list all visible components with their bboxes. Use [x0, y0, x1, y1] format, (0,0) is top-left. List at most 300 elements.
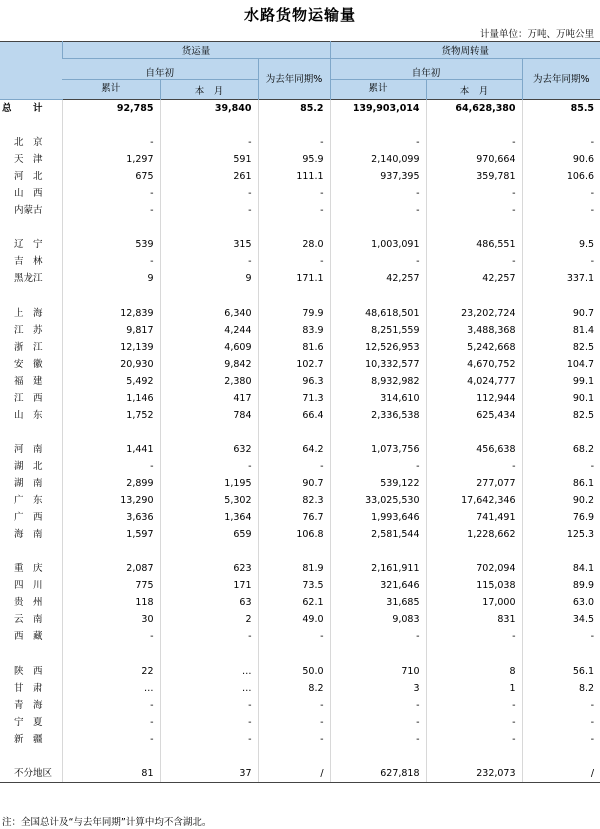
value-cell: -	[522, 134, 600, 151]
value-cell: -	[330, 731, 426, 748]
value-cell: 12,839	[62, 305, 160, 322]
value-cell: 111.1	[258, 168, 330, 185]
value-cell	[258, 543, 330, 560]
value-cell: -	[160, 202, 258, 219]
value-cell	[258, 219, 330, 236]
value-cell: 64,628,380	[426, 100, 522, 118]
value-cell: 2,087	[62, 560, 160, 577]
value-cell: -	[160, 697, 258, 714]
value-cell: 85.2	[258, 100, 330, 118]
table-row	[0, 492, 600, 509]
value-cell	[522, 543, 600, 560]
value-cell: -	[330, 628, 426, 645]
value-cell: 6,340	[160, 305, 258, 322]
value-cell: 775	[62, 577, 160, 594]
freight-table	[0, 41, 600, 783]
value-cell: 17,642,346	[426, 492, 522, 509]
value-cell	[62, 288, 160, 305]
value-cell: -	[330, 185, 426, 202]
table-row	[0, 475, 600, 492]
value-cell: -	[258, 185, 330, 202]
value-cell	[426, 646, 522, 663]
value-cell: -	[330, 714, 426, 731]
spacer-row	[0, 543, 600, 560]
table-row	[0, 322, 600, 339]
table-row	[0, 202, 600, 219]
value-cell: 1,195	[160, 475, 258, 492]
region-cell: 吉 林	[14, 256, 43, 268]
value-cell: 784	[160, 407, 258, 424]
value-cell: -	[522, 253, 600, 270]
value-cell	[62, 117, 160, 134]
value-cell: 8,932,982	[330, 373, 426, 390]
value-cell: -	[426, 134, 522, 151]
region-cell: 四 川	[14, 580, 43, 592]
region-cell	[0, 117, 62, 134]
table-row	[0, 253, 600, 270]
spacer-row	[0, 424, 600, 441]
value-cell: 79.9	[258, 305, 330, 322]
region-cell: 江 西	[14, 392, 43, 404]
value-cell: 90.7	[258, 475, 330, 492]
region-cell: 北 京	[14, 137, 43, 149]
region-cell: 辽 宁	[14, 239, 43, 251]
value-cell: -	[160, 185, 258, 202]
value-cell: 1,003,091	[330, 236, 426, 253]
value-cell: -	[160, 731, 258, 748]
value-cell	[330, 543, 426, 560]
value-cell: 1,073,756	[330, 441, 426, 458]
value-cell	[160, 219, 258, 236]
value-cell: 64.2	[258, 441, 330, 458]
header-turnover-cumulative: 累计	[330, 80, 426, 100]
value-cell: -	[522, 458, 600, 475]
region-cell: 广 东	[14, 495, 43, 507]
value-cell: -	[426, 714, 522, 731]
spacer-row	[0, 646, 600, 663]
table-row	[0, 509, 600, 526]
value-cell: -	[258, 628, 330, 645]
region-cell: 甘 肃	[14, 682, 43, 694]
value-cell: 591	[160, 151, 258, 168]
value-cell: 702,094	[426, 560, 522, 577]
value-cell: 3	[330, 680, 426, 697]
region-cell: 不分地区	[0, 765, 62, 783]
value-cell: 539,122	[330, 475, 426, 492]
value-cell: 81.9	[258, 560, 330, 577]
value-cell: 30	[62, 611, 160, 628]
region-cell	[0, 748, 62, 765]
value-cell	[426, 543, 522, 560]
region-cell	[0, 219, 62, 236]
value-cell: 315	[160, 236, 258, 253]
value-cell: 49.0	[258, 611, 330, 628]
value-cell: -	[62, 458, 160, 475]
region-cell: 新 疆	[14, 733, 43, 745]
value-cell: 10,332,577	[330, 356, 426, 373]
value-cell: 106.8	[258, 526, 330, 543]
table-row	[0, 356, 600, 373]
value-cell: 2,140,099	[330, 151, 426, 168]
page-title: 水路货物运输量	[243, 6, 356, 24]
value-cell: 20,930	[62, 356, 160, 373]
value-cell	[258, 748, 330, 765]
value-cell	[330, 646, 426, 663]
value-cell: 1,297	[62, 151, 160, 168]
spacer-row	[0, 117, 600, 134]
value-cell	[522, 748, 600, 765]
value-cell: 90.1	[522, 390, 600, 407]
value-cell: -	[522, 714, 600, 731]
region-cell	[0, 543, 62, 560]
value-cell	[62, 543, 160, 560]
value-cell	[258, 117, 330, 134]
value-cell	[522, 288, 600, 305]
value-cell: -	[522, 202, 600, 219]
value-cell: -	[258, 714, 330, 731]
value-cell: 9,083	[330, 611, 426, 628]
value-cell: 539	[62, 236, 160, 253]
value-cell: /	[258, 765, 330, 783]
value-cell: 1,597	[62, 526, 160, 543]
table-row	[0, 628, 600, 645]
value-cell	[426, 288, 522, 305]
value-cell: 92,785	[62, 100, 160, 118]
value-cell: -	[258, 134, 330, 151]
value-cell: 623	[160, 560, 258, 577]
value-cell: 321,646	[330, 577, 426, 594]
region-cell: 宁 夏	[14, 716, 43, 728]
value-cell: 4,670,752	[426, 356, 522, 373]
unit-label: 计量单位：万吨、万吨公里	[479, 29, 594, 40]
value-cell: -	[426, 731, 522, 748]
header-volume-yoy: 为去年同期%	[258, 59, 330, 100]
value-cell: -	[160, 134, 258, 151]
value-cell: 90.2	[522, 492, 600, 509]
value-cell	[330, 219, 426, 236]
value-cell	[160, 117, 258, 134]
value-cell: 81.6	[258, 339, 330, 356]
header-volume-cumulative: 累计	[62, 80, 160, 100]
value-cell	[258, 288, 330, 305]
value-cell: 627,818	[330, 765, 426, 783]
value-cell: /	[522, 765, 600, 783]
table-row	[0, 185, 600, 202]
value-cell: -	[258, 697, 330, 714]
value-cell	[258, 646, 330, 663]
value-cell: 42,257	[426, 270, 522, 287]
value-cell: -	[160, 458, 258, 475]
table-row	[0, 100, 600, 118]
value-cell: 104.7	[522, 356, 600, 373]
value-cell: -	[160, 253, 258, 270]
value-cell: -	[330, 253, 426, 270]
value-cell	[160, 424, 258, 441]
value-cell: -	[522, 697, 600, 714]
value-cell: 34.5	[522, 611, 600, 628]
header-freight-turnover: 货物周转量	[330, 42, 600, 59]
region-cell	[0, 424, 62, 441]
value-cell: 95.9	[258, 151, 330, 168]
value-cell: 2,336,538	[330, 407, 426, 424]
value-cell: -	[330, 458, 426, 475]
value-cell: 3,636	[62, 509, 160, 526]
table-row	[0, 697, 600, 714]
region-cell: 青 海	[14, 699, 43, 711]
value-cell: -	[62, 628, 160, 645]
table-row	[0, 714, 600, 731]
table-row	[0, 526, 600, 543]
region-cell: 广 西	[14, 512, 43, 524]
value-cell: 2,581,544	[330, 526, 426, 543]
value-cell: -	[62, 253, 160, 270]
value-cell	[426, 748, 522, 765]
table-row	[0, 168, 600, 185]
value-cell: 8.2	[258, 680, 330, 697]
value-cell: 741,491	[426, 509, 522, 526]
value-cell: 1,441	[62, 441, 160, 458]
value-cell: -	[426, 458, 522, 475]
value-cell: 81.4	[522, 322, 600, 339]
value-cell: -	[330, 697, 426, 714]
value-cell: 23,202,724	[426, 305, 522, 322]
value-cell: 277,077	[426, 475, 522, 492]
value-cell: 2,380	[160, 373, 258, 390]
table-row	[0, 407, 600, 424]
header-turnover-month: 本 月	[426, 80, 522, 100]
value-cell: 4,609	[160, 339, 258, 356]
region-cell: 山 西	[14, 188, 43, 200]
value-cell: 13,290	[62, 492, 160, 509]
value-cell: 102.7	[258, 356, 330, 373]
region-cell: 海 南	[14, 529, 43, 541]
value-cell: 12,139	[62, 339, 160, 356]
spacer-row	[0, 288, 600, 305]
value-cell	[426, 219, 522, 236]
value-cell: 81	[62, 765, 160, 783]
region-header	[0, 42, 62, 100]
value-cell: 2,899	[62, 475, 160, 492]
table-row	[0, 339, 600, 356]
table-row	[0, 611, 600, 628]
region-cell: 湖 南	[14, 478, 43, 490]
region-cell	[0, 288, 62, 305]
value-cell: 1,228,662	[426, 526, 522, 543]
value-cell	[160, 646, 258, 663]
value-cell: 1	[426, 680, 522, 697]
region-cell: 天 津	[14, 154, 43, 166]
table-row	[0, 305, 600, 322]
value-cell: 115,038	[426, 577, 522, 594]
value-cell: 5,492	[62, 373, 160, 390]
value-cell	[62, 424, 160, 441]
value-cell: 50.0	[258, 663, 330, 680]
table-row	[0, 731, 600, 748]
value-cell: 68.2	[522, 441, 600, 458]
value-cell: -	[426, 628, 522, 645]
region-cell: 重 庆	[14, 563, 43, 575]
value-cell	[62, 748, 160, 765]
value-cell: 1,364	[160, 509, 258, 526]
region-cell: 浙 江	[14, 341, 43, 353]
value-cell: 63.0	[522, 594, 600, 611]
header-volume-since-year: 自年初	[62, 59, 258, 80]
value-cell: -	[62, 731, 160, 748]
value-cell: 9	[160, 270, 258, 287]
table-row	[0, 765, 600, 783]
value-cell	[160, 748, 258, 765]
value-cell: 831	[426, 611, 522, 628]
table-header	[0, 42, 600, 100]
value-cell: -	[258, 253, 330, 270]
value-cell: 86.1	[522, 475, 600, 492]
value-cell: 90.6	[522, 151, 600, 168]
table-row	[0, 560, 600, 577]
value-cell: 62.1	[258, 594, 330, 611]
table-row	[0, 458, 600, 475]
header-turnover-since-year: 自年初	[330, 59, 522, 80]
value-cell: 359,781	[426, 168, 522, 185]
table-row	[0, 270, 600, 287]
region-cell: 山 东	[14, 409, 43, 421]
table-row	[0, 390, 600, 407]
value-cell: 28.0	[258, 236, 330, 253]
region-cell: 内蒙古	[14, 205, 43, 217]
region-cell: 黑龙江	[14, 273, 43, 285]
value-cell: 4,024,777	[426, 373, 522, 390]
value-cell	[426, 424, 522, 441]
value-cell: 2	[160, 611, 258, 628]
value-cell: 48,618,501	[330, 305, 426, 322]
value-cell: 56.1	[522, 663, 600, 680]
value-cell: 171.1	[258, 270, 330, 287]
region-cell: 江 苏	[14, 324, 43, 336]
value-cell	[330, 117, 426, 134]
value-cell: 970,664	[426, 151, 522, 168]
table-row	[0, 134, 600, 151]
header-volume-month: 本 月	[160, 80, 258, 100]
region-cell: 河 南	[14, 443, 43, 455]
value-cell: 33,025,530	[330, 492, 426, 509]
value-cell: 37	[160, 765, 258, 783]
value-cell: 456,638	[426, 441, 522, 458]
value-cell: 8,251,559	[330, 322, 426, 339]
table-row	[0, 236, 600, 253]
value-cell: 99.1	[522, 373, 600, 390]
value-cell: …	[160, 663, 258, 680]
value-cell	[330, 748, 426, 765]
value-cell: 232,073	[426, 765, 522, 783]
value-cell	[330, 424, 426, 441]
value-cell: -	[426, 697, 522, 714]
spacer-row	[0, 219, 600, 236]
value-cell: 2,161,911	[330, 560, 426, 577]
region-cell: 河 北	[14, 171, 43, 183]
table-row	[0, 594, 600, 611]
value-cell: -	[522, 628, 600, 645]
table-row	[0, 151, 600, 168]
value-cell: 5,302	[160, 492, 258, 509]
table-body	[0, 100, 600, 783]
value-cell: 82.5	[522, 407, 600, 424]
value-cell: -	[62, 714, 160, 731]
region-cell: 总 计	[2, 103, 49, 115]
value-cell: 118	[62, 594, 160, 611]
value-cell: -	[330, 134, 426, 151]
value-cell: 89.9	[522, 577, 600, 594]
value-cell	[522, 117, 600, 134]
value-cell: 82.3	[258, 492, 330, 509]
value-cell: 659	[160, 526, 258, 543]
region-cell: 湖 北	[14, 461, 43, 472]
value-cell: 106.6	[522, 168, 600, 185]
table-row	[0, 373, 600, 390]
value-cell: 82.5	[522, 339, 600, 356]
value-cell: 139,903,014	[330, 100, 426, 118]
value-cell: 675	[62, 168, 160, 185]
value-cell	[160, 543, 258, 560]
value-cell: 39,840	[160, 100, 258, 118]
value-cell	[426, 117, 522, 134]
value-cell: 66.4	[258, 407, 330, 424]
value-cell	[522, 646, 600, 663]
value-cell: 22	[62, 663, 160, 680]
value-cell: 31,685	[330, 594, 426, 611]
value-cell: 337.1	[522, 270, 600, 287]
header-turnover-yoy: 为去年同期%	[522, 59, 600, 100]
value-cell: -	[426, 185, 522, 202]
region-cell	[0, 646, 62, 663]
region-cell: 贵 州	[14, 597, 43, 609]
region-cell: 云 南	[14, 614, 43, 626]
value-cell	[160, 288, 258, 305]
value-cell: 63	[160, 594, 258, 611]
value-cell: -	[62, 185, 160, 202]
table-row	[0, 663, 600, 680]
value-cell: -	[62, 202, 160, 219]
value-cell	[62, 219, 160, 236]
value-cell: 71.3	[258, 390, 330, 407]
value-cell: 42,257	[330, 270, 426, 287]
value-cell: 8.2	[522, 680, 600, 697]
value-cell: 9	[62, 270, 160, 287]
value-cell: 314,610	[330, 390, 426, 407]
value-cell: 632	[160, 441, 258, 458]
value-cell: 76.9	[522, 509, 600, 526]
value-cell	[522, 219, 600, 236]
value-cell: -	[160, 628, 258, 645]
region-cell: 安 徽	[14, 358, 43, 370]
value-cell	[258, 424, 330, 441]
value-cell	[522, 424, 600, 441]
value-cell: 9.5	[522, 236, 600, 253]
table-row	[0, 577, 600, 594]
value-cell: 85.5	[522, 100, 600, 118]
value-cell: 112,944	[426, 390, 522, 407]
value-cell: …	[160, 680, 258, 697]
spacer-row	[0, 748, 600, 765]
value-cell: -	[62, 697, 160, 714]
value-cell: 710	[330, 663, 426, 680]
region-cell: 西 藏	[14, 631, 43, 643]
value-cell: 1,752	[62, 407, 160, 424]
header-freight-volume: 货运量	[62, 42, 330, 59]
value-cell	[62, 646, 160, 663]
value-cell: 261	[160, 168, 258, 185]
value-cell: 83.9	[258, 322, 330, 339]
region-cell: 上 海	[14, 307, 43, 319]
value-cell: -	[62, 134, 160, 151]
